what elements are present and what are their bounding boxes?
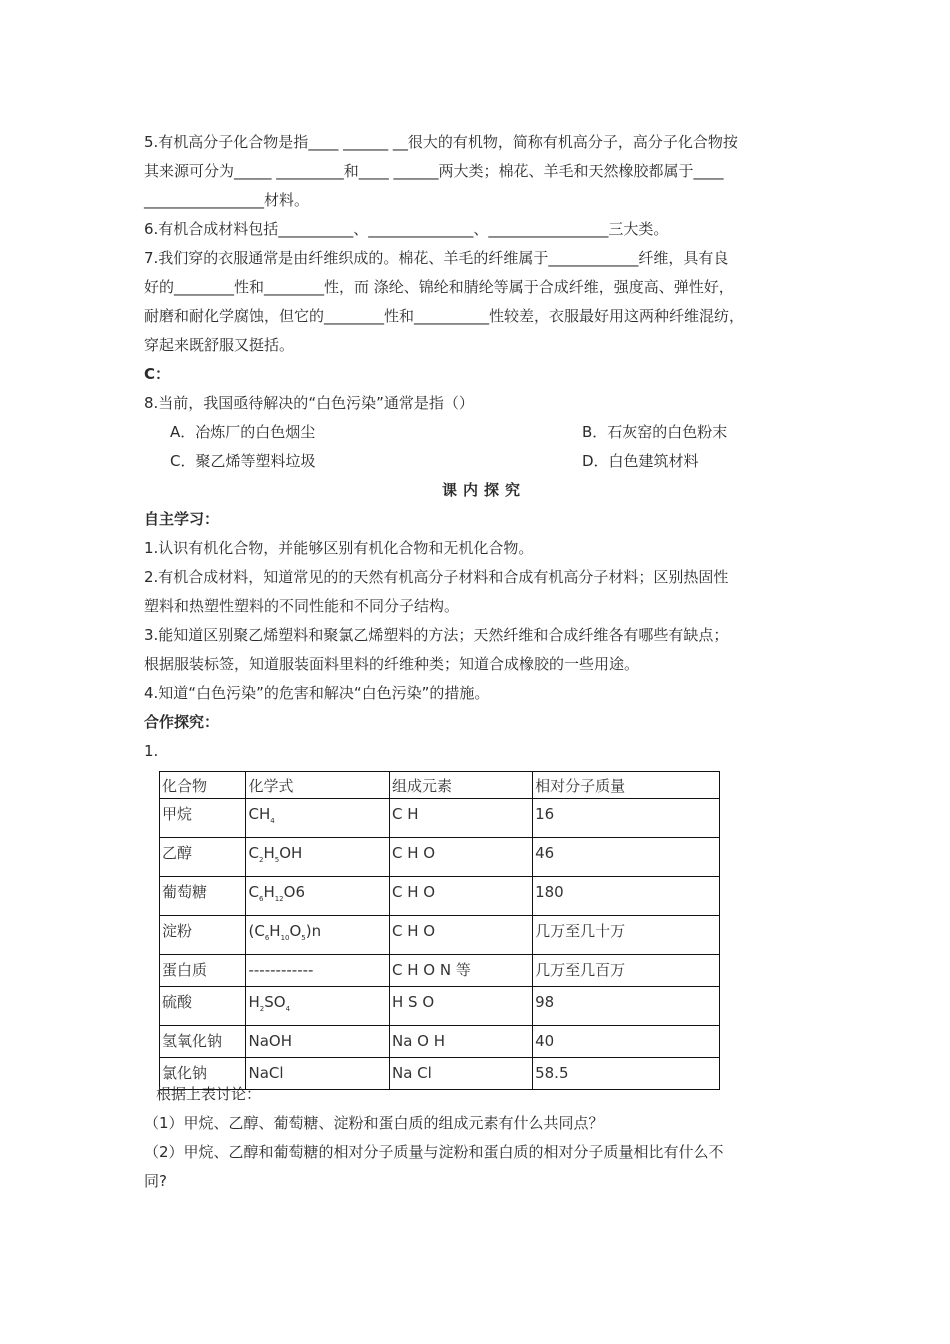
discussion-question-2b: 同?: [144, 1172, 167, 1190]
self-study-item-3a: 3.能知道区别聚乙烯塑料和聚氯乙烯塑料的方法；天然纤维和合成纤维各有哪些有缺点；: [144, 626, 729, 644]
q7-line1: 7.我们穿的衣服通常是由纤维织成的。棉花、羊毛的纤维属于____________纤维，具有良: [144, 249, 729, 267]
compound-formula: NaOH: [246, 1026, 390, 1058]
self-study-item-2a: 2.有机合成材料，知道常见的的天然有机高分子材料和合成有机高分子材料；区别热固性: [144, 568, 729, 586]
compound-formula: $C_6H_{12}O6$: [246, 877, 390, 916]
section-c-label: C：: [144, 365, 171, 383]
q5-line2: 其来源可分为_____ _________和____ ______两大类；棉花、羊毛和天然橡胶都属于____: [144, 162, 724, 180]
compound-formula: ------------: [246, 955, 390, 987]
q8-option-a: A．冶炼厂的白色烟尘: [170, 423, 316, 441]
compound-mass: 46: [533, 838, 720, 877]
compound-mass: 180: [533, 877, 720, 916]
compound-elements: Na Cl: [389, 1058, 532, 1090]
q8-option-d: D．白色建筑材料: [582, 452, 699, 470]
compound-elements: C H O: [389, 838, 532, 877]
discussion-block: [144, 1080, 824, 1196]
self-study-heading: 自主学习：: [144, 510, 220, 528]
q8-option-c: C．聚乙烯等塑料垃圾: [170, 452, 316, 470]
table-header-cell: 化学式: [246, 772, 390, 799]
table-header-cell: 化合物: [160, 772, 246, 799]
compound-name: 蛋白质: [160, 955, 246, 987]
table-row: [160, 955, 720, 987]
compound-name: 氢氧化钠: [160, 1026, 246, 1058]
q7-line2: 好的________性和________性，而 涤纶、锦纶和腈纶等属于合成纤维，强度高、弹性好，: [144, 278, 734, 296]
compound-mass: 几万至几百万: [533, 955, 720, 987]
compound-formula: $(C_6H_{10}O_5)n$: [246, 916, 390, 955]
compound-formula: $H_2SO_4$: [246, 987, 390, 1026]
compound-formula: NaCl: [246, 1058, 390, 1090]
table-row: [160, 838, 720, 877]
discussion-intro: 根据上表讨论：: [156, 1085, 262, 1103]
self-study-item-1: 1.认识有机化合物，并能够区别有机化合物和无机化合物。: [144, 539, 534, 557]
self-study-item-4: 4.知道“白色污染”的危害和解决“白色污染”的措施。: [144, 684, 490, 702]
compound-name: 硫酸: [160, 987, 246, 1026]
compound-formula: $CH_4$: [246, 799, 390, 838]
compound-mass: 40: [533, 1026, 720, 1058]
table-header-cell: 组成元素: [389, 772, 532, 799]
coop-heading: 合作探究：: [144, 713, 220, 731]
document-body: [144, 128, 824, 766]
q5-line3: ________________材料。: [144, 191, 310, 209]
compound-name: 甲烷: [160, 799, 246, 838]
compound-mass: 98: [533, 987, 720, 1026]
q5-line1: 5.有机高分子化合物是指____ ______ __很大的有机物，简称有机高分子，高分子化合物按: [144, 133, 738, 151]
table-header-row: [160, 772, 720, 799]
compound-mass: 几万至几十万: [533, 916, 720, 955]
compound-name: 乙醇: [160, 838, 246, 877]
compound-elements: H S O: [389, 987, 532, 1026]
self-study-item-2b: 塑料和热塑性塑料的不同性能和不同分子结构。: [144, 597, 460, 615]
section-title: 课内探究: [441, 481, 526, 499]
q8-option-b: B．石灰窑的白色粉末: [582, 423, 728, 441]
q8-options-row2: [144, 447, 824, 476]
compound-name: 氯化钠: [160, 1058, 246, 1090]
discussion-question-1: （1）甲烷、乙醇、葡萄糖、淀粉和蛋白质的组成元素有什么共同点？: [144, 1114, 604, 1132]
compound-mass: 58.5: [533, 1058, 720, 1090]
table-row: [160, 799, 720, 838]
table-row: [160, 987, 720, 1026]
compound-elements: C H O: [389, 916, 532, 955]
discussion-question-2a: （2）甲烷、乙醇和葡萄糖的相对分子质量与淀粉和蛋白质的相对分子质量相比有什么不: [144, 1143, 724, 1161]
self-study-item-3b: 根据服装标签，知道服装面料里料的纤维种类；知道合成橡胶的一些用途。: [144, 655, 640, 673]
compound-table: [159, 771, 720, 1090]
compound-formula: $C_2H_5OH$: [246, 838, 390, 877]
q8-options-row1: [144, 418, 824, 447]
compound-elements: Na O H: [389, 1026, 532, 1058]
compound-name: 葡萄糖: [160, 877, 246, 916]
table-header-cell: 相对分子质量: [533, 772, 720, 799]
table-row: [160, 1026, 720, 1058]
compound-elements: C H O: [389, 877, 532, 916]
compound-elements: C H: [389, 799, 532, 838]
compound-elements: C H O N 等: [389, 955, 532, 987]
compound-name: 淀粉: [160, 916, 246, 955]
q7-line4: 穿起来既舒服又挺括。: [144, 336, 295, 354]
q6: 6.有机合成材料包括__________、______________、________________三大类。: [144, 220, 669, 238]
table-row: [160, 916, 720, 955]
q7-line3: 耐磨和耐化学腐蚀，但它的________性和__________性较差，衣服最好用这两种纤维混纺，: [144, 307, 745, 325]
table-row: [160, 877, 720, 916]
q8-stem: 8.当前，我国亟待解决的“白色污染”通常是指（）: [144, 394, 474, 412]
coop-item-number: 1.: [144, 742, 159, 760]
compound-mass: 16: [533, 799, 720, 838]
